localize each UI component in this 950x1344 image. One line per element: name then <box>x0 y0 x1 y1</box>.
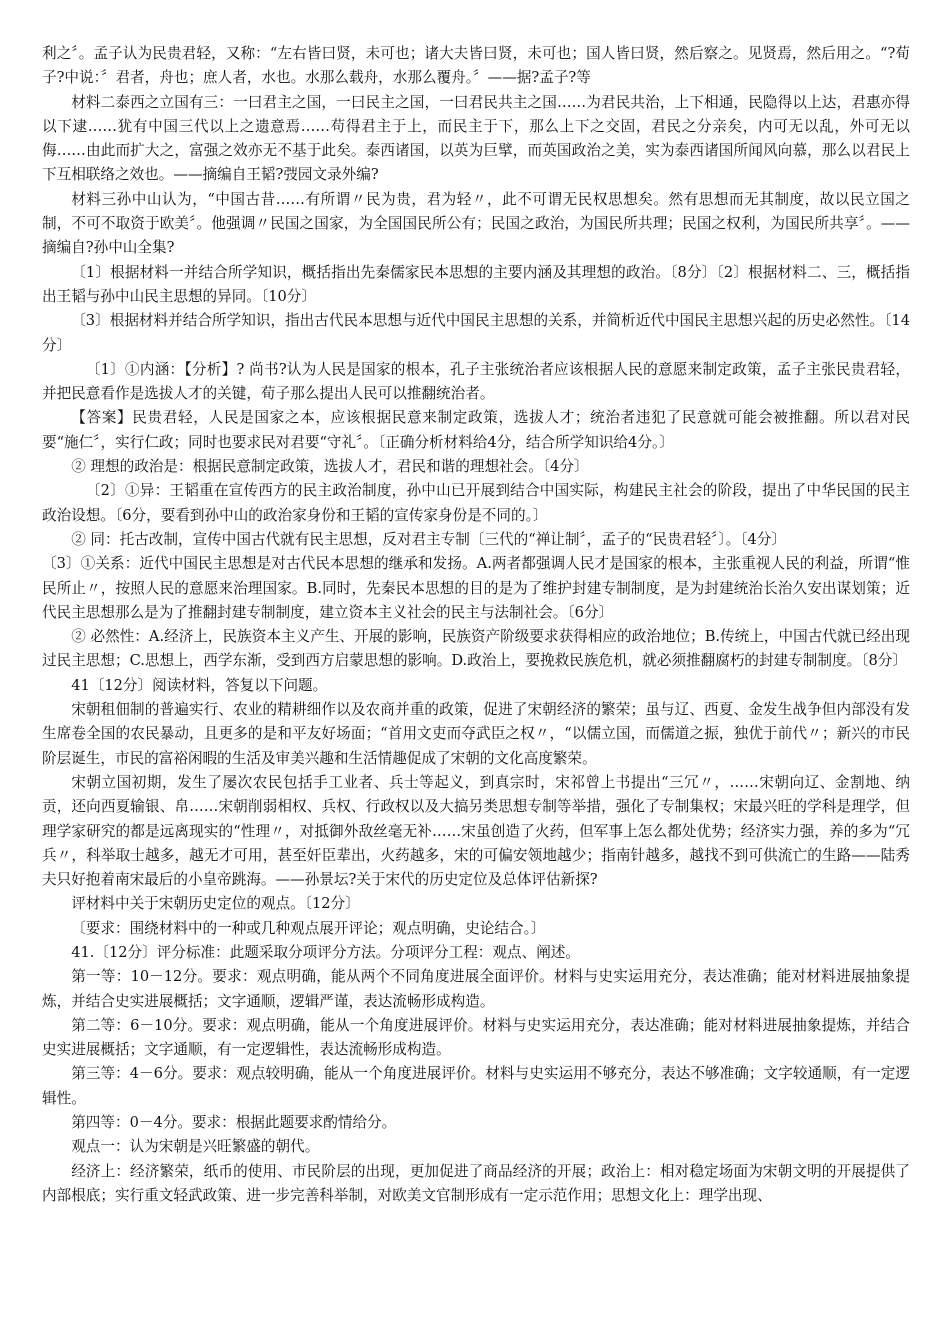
paragraph: 〔3〕①关系：近代中国民主思想是对古代民本思想的继承和发扬。A.两者都强调人民才是国家的根本，主张重视人民的利益，所谓“惟民所止〃，按照人民的意愿来治理国家。B.同时，先秦民本思想的目的是为了维护封建专制制度，是为封建统治长治久安出谋划策；近代民主思想那么是为了推翻封建专制制度，建立资本主义社会的民主与法制社会。〔6分〕 <box>42 555 910 621</box>
paragraph: 41〔12分〕阅读材料，答复以下问题。 <box>71 676 328 694</box>
paragraph: ② 必然性：A.经济上，民族资本主义产生、开展的影响，民族资产阶级要求获得相应的政治地位；B.传统上，中国古代就已经出现过民主思想；C.思想上，西学东渐，受到西方启蒙思想的影响。D.政治上，要挽救民族危机，就必须推翻腐朽的封建专制制度。〔8分〕 <box>42 628 910 670</box>
paragraph: 〔3〕根据材料并结合所学知识，指出古代民本思想与近代中国民主思想的关系，并简析近代中国民主思想兴起的历史必然性。〔14分〕 <box>42 312 910 354</box>
paragraph: 观点一：认为宋朝是兴旺繁盛的朝代。 <box>71 1138 320 1156</box>
paragraph: 利之〞。孟子认为民贵君轻，又称：“左右皆曰贤，未可也；诸大夫皆曰贤，未可也；国人皆曰贤，然后察之。见贤焉，然后用之。“?荀子?中说：〞君者，舟也；庶人者，水也。水那么载舟，水那么覆舟。〞——据?孟子?等 <box>42 45 910 87</box>
paragraph: 〔2〕①异：王韬重在宣传西方的民主政治制度，孙中山已开展到结合中国实际，构建民主社会的阶段，提出了中华民国的民主政治设想。〔6分，要看到孙中山的政治家身份和王韬的宣传家身份是不同的。〕 <box>42 482 910 524</box>
paragraph: ② 同：托古改制，宣传中国古代就有民主思想，反对君主专制〔三代的“禅让制〞，孟子的“民贵君轻〞〕。〔4分〕 <box>71 530 786 548</box>
paragraph: 〔1〕根据材料一并结合所学知识，概括指出先秦儒家民本思想的主要内涵及其理想的政治。〔8分〕〔2〕根据材料二、三，概括指出王韬与孙中山民主思想的异同。〔10分〕 <box>42 263 910 305</box>
paragraph: 第二等：6－10分。要求：观点明确，能从一个角度进展评价。材料与史实运用充分，表达准确；能对材料进展抽象提炼，并结合史实进展概括；文字通顺，有一定逻辑性，表达流畅形成构造。 <box>42 1016 910 1059</box>
paragraph: 第四等：0－4分。要求：根据此题要求酌情给分。 <box>71 1114 397 1132</box>
paragraph: 材料二泰西之立国有三：一曰君主之国，一曰民主之国，一曰君民共主之国……为君民共治，上下相通，民隐得以上达，君惠亦得以下逮……犹有中国三代以上之遗意焉……苟得君主于上，而民主于下，那么上下之交固，君民之分亲矣，内可无以乱，外可无以侮……由此而扩大之，富强之效亦无不基于此矣。泰西诸国，以英为巨擘，而英国政治之美，实为泰西诸国所闻风向慕，那么以君民上下互相联络之效也。——摘编自王韬?弢园文录外编? <box>42 93 910 184</box>
paragraph: 材料三孙中山认为，“中国古昔……有所谓〃民为贵，君为轻〃，此不可谓无民权思想矣。然有思想而无其制度，故以民立国之制，不可不取资于欧美〞。他强调〃民国之国家，为全国国民所公有；民国之政治，为国民所共理；民国之权利，为国民所共享〞。——摘编自?孙中山全集? <box>42 190 910 257</box>
paragraph: 〔1〕①内涵：【分析】? 尚书?认为人民是国家的根本，孔子主张统治者应该根据人民的意愿来制定政策，孟子主张民贵君轻，并把民意看作是选拔人才的关键，荀子那么提出人民可以推翻统治者。 <box>42 360 910 403</box>
paragraph: 宋朝租佃制的普遍实行、农业的精耕细作以及农商并重的政策，促进了宋朝经济的繁荣；虽与辽、西夏、金发生战争但内部没有发生席卷全国的农民暴动，且更多的是和平友好场面；“首用文吏而夺武臣之权〃，“以儒立国，而儒道之振，独优于前代〃；新兴的市民阶层诞生，市民的富裕闲暇的生活及审美兴趣和生活情趣促成了宋朝的文化高度繁荣。 <box>42 701 910 767</box>
paragraph: 宋朝立国初期，发生了屡次农民包括手工业者、兵士等起义，到真宗时，宋祁曾上书提出“三冗〃，……宋朝向辽、金割地、纳贡，还向西夏输银、帛……宋朝削弱相权、兵权、行政权以及大搞另类思想专制等举措，强化了专制集权；宋最兴旺的学科是理学，但理学家研究的都是远离现实的“性理〃，对抵御外敌丝毫无补……宋虽创造了火药，但军事上怎么都处优势；经济实力强，养的多为“冗兵〃，科举取士越多，越无才可用，甚至奸臣辈出，火药越多，宋的可偏安领地越少；指南针越多，越找不到可供流亡的生路——陆秀夫只好抱着南宋最后的小皇帝跳海。——孙景坛?关于宋代的历史定位及总体评估新探? <box>42 773 910 889</box>
paragraph: 41.〔12分〕评分标准：此题采取分项评分方法。分项评分工程：观点、阐述。 <box>71 943 580 961</box>
paragraph: ② 理想的政治是：根据民意制定政策，选拔人才，君民和谐的理想社会。〔4分〕 <box>71 458 589 476</box>
paragraph: 评材料中关于宋朝历史定位的观点。〔12分〕 <box>71 895 360 913</box>
paragraph: 经济上：经济繁荣，纸币的使用、市民阶层的出现，更加促进了商品经济的开展；政治上：相对稳定场面为宋朝文明的开展提供了内部根底；实行重文轻武政策、进一步完善科举制，对欧美文官制形成有一定示范作用；思想文化上：理学出现、 <box>42 1162 910 1204</box>
paragraph: 〔要求：围绕材料中的一种或几种观点展开评论；观点明确，史论结合。〕 <box>71 919 546 937</box>
paragraph: 第一等：10－12分。要求：观点明确，能从两个不同角度进展全面评价。材料与史实运用充分，表达准确；能对材料进展抽象提炼，并结合史实进展概括；文字通顺，逻辑严谨，表达流畅形成构造。 <box>42 968 910 1010</box>
paragraph: 第三等：4－6分。要求：观点较明确，能从一个角度进展评价。材料与史实运用不够充分，表达不够准确；文字较通顺，有一定逻辑性。 <box>42 1065 910 1107</box>
paragraph: 【答案】民贵君轻，人民是国家之本，应该根据民意来制定政策，选拔人才；统治者违犯了民意就可能会被推翻。所以君对民要“施仁〞，实行仁政；同时也要求民对君要“守礼〞。〔正确分析材料给4分，结合所学知识给4分。〕 <box>42 409 910 451</box>
